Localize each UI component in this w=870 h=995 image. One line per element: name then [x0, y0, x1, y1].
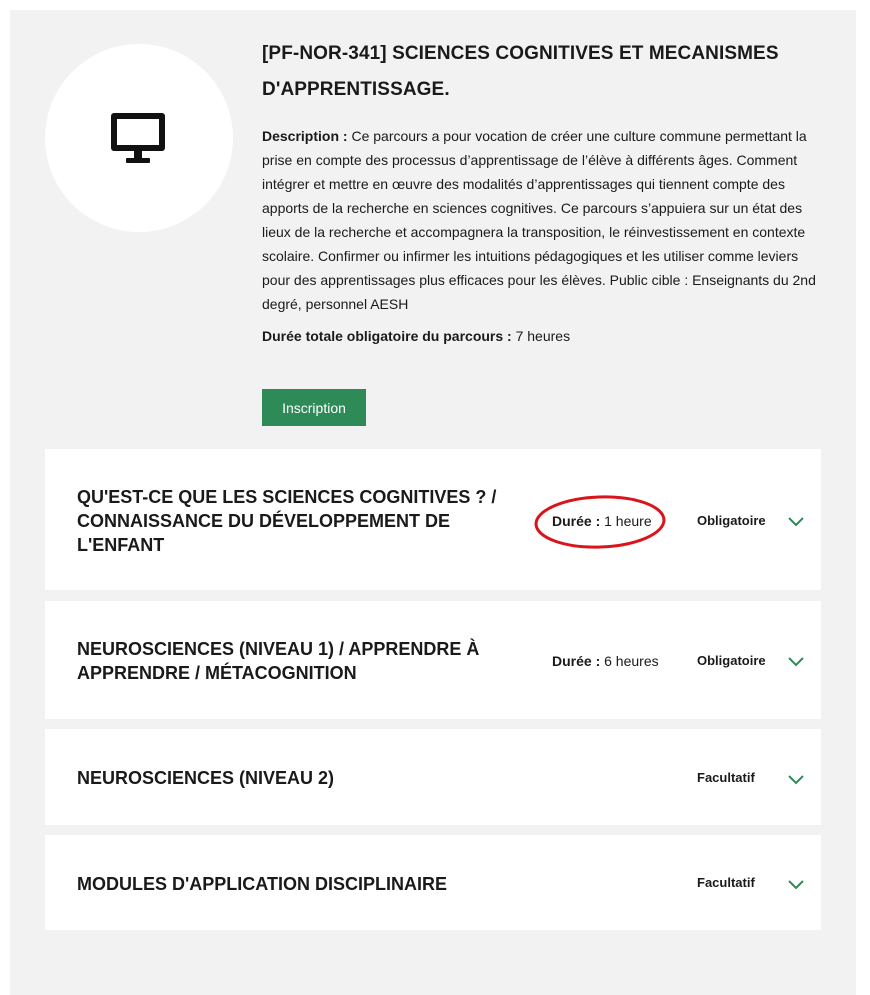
module-status: Facultatif: [697, 770, 755, 785]
module-title: NEUROSCIENCES (NIVEAU 1) / APPRENDRE À APPRENDRE / MÉTACOGNITION: [77, 639, 480, 683]
module-duration-label: Durée :: [552, 513, 601, 529]
module-duration-label: Durée :: [552, 653, 601, 669]
module-card[interactable]: [45, 729, 821, 825]
module-card[interactable]: [45, 449, 821, 590]
total-duration-value: 7 heures: [511, 328, 571, 344]
description-text: Ce parcours a pour vocation de créer une culture commune permettant la prise en compte des processus d’apprentissage de l’élève à différents âges. Comment intégrer et mettre en œuvre des modalités d’apprentissages qui tiennent compte des apports de la recherche en sciences cognitives. Ce parcours s’appuiera sur un état des lieux de la recherche et accompagnera la transposition, le réinvestissement en contexte scolaire. Confirmer ou infirmer les intuitions pédagogiques et les utiliser comme leviers pour des apprentissages plus efficaces pour les élèves. Public cible : Enseignants du 2nd degré, personnel AESH: [262, 128, 816, 312]
description-label: Description :: [262, 128, 348, 144]
module-title: QU'EST-CE QUE LES SCIENCES COGNITIVES ? / CONNAISSANCE DU DÉVELOPPEMENT DE L'ENFANT: [77, 487, 497, 555]
course-title: [PF-NOR-341] SCIENCES COGNITIVES ET MECANISMES D'APPRENTISSAGE.: [262, 43, 779, 100]
module-duration-value: 1 heure: [600, 513, 652, 529]
module-duration: [552, 652, 659, 670]
chevron-down-icon[interactable]: [787, 774, 805, 786]
annotation-ellipse: [534, 494, 667, 550]
chevron-down-icon[interactable]: [787, 656, 805, 668]
module-status: Facultatif: [697, 875, 755, 890]
module-card[interactable]: [45, 835, 821, 930]
module-card[interactable]: [45, 601, 821, 719]
chevron-down-icon[interactable]: [787, 516, 805, 528]
module-title: MODULES D'APPLICATION DISCIPLINAIRE: [77, 874, 447, 894]
module-title: NEUROSCIENCES (NIVEAU 2): [77, 768, 335, 788]
course-description: [262, 124, 818, 316]
course-total-duration: [262, 324, 570, 348]
total-duration-label: Durée totale obligatoire du parcours :: [262, 328, 512, 344]
module-status: Obligatoire: [697, 653, 766, 668]
module-status: Obligatoire: [697, 513, 766, 528]
chevron-down-icon[interactable]: [787, 879, 805, 891]
module-duration-value: 6 heures: [600, 653, 659, 669]
course-icon-circle: [45, 44, 233, 232]
inscription-button[interactable]: Inscription: [262, 389, 366, 426]
monitor-icon: [111, 113, 165, 165]
